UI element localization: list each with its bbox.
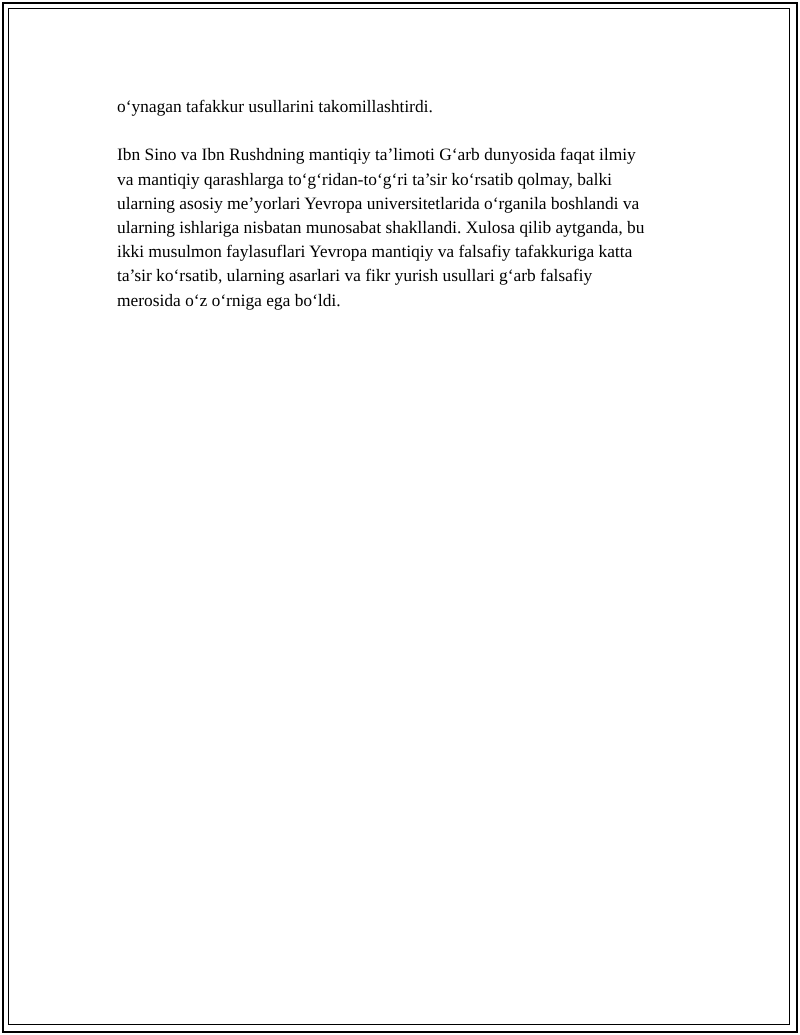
text-line: va mantiqiy qarashlarga to‘g‘ridan-to‘g‘ri ta’sir ko‘rsatib qolmay, balki <box>117 168 613 189</box>
text-line: ta’sir ko‘rsatib, ularning asarlari va fikr yurish usullari g‘arb falsafiy <box>117 265 593 286</box>
text-line: Ibn Sino va Ibn Rushdning mantiqiy ta’limoti G‘arb dunyosida faqat ilmiy <box>117 144 636 165</box>
text-line: ularning asosiy me’yorlari Yevropa universitetlarida o‘rganila boshlandi va <box>117 192 640 213</box>
text-line: ularning ishlariga nisbatan munosabat shakllandi. Xulosa qilib aytganda, bu <box>117 217 645 237</box>
document-body <box>117 94 687 312</box>
paragraph-conclusion <box>117 142 687 311</box>
text-line: ikki musulmon faylasuflari Yevropa mantiqiy va falsafiy tafakkuriga katta <box>117 241 633 262</box>
text-line: merosida o‘z o‘rniga ega bo‘ldi. <box>117 289 341 310</box>
text-line: o‘ynagan tafakkur usullarini takomillashtirdi. <box>117 96 433 116</box>
paragraph-continuation <box>117 94 687 118</box>
